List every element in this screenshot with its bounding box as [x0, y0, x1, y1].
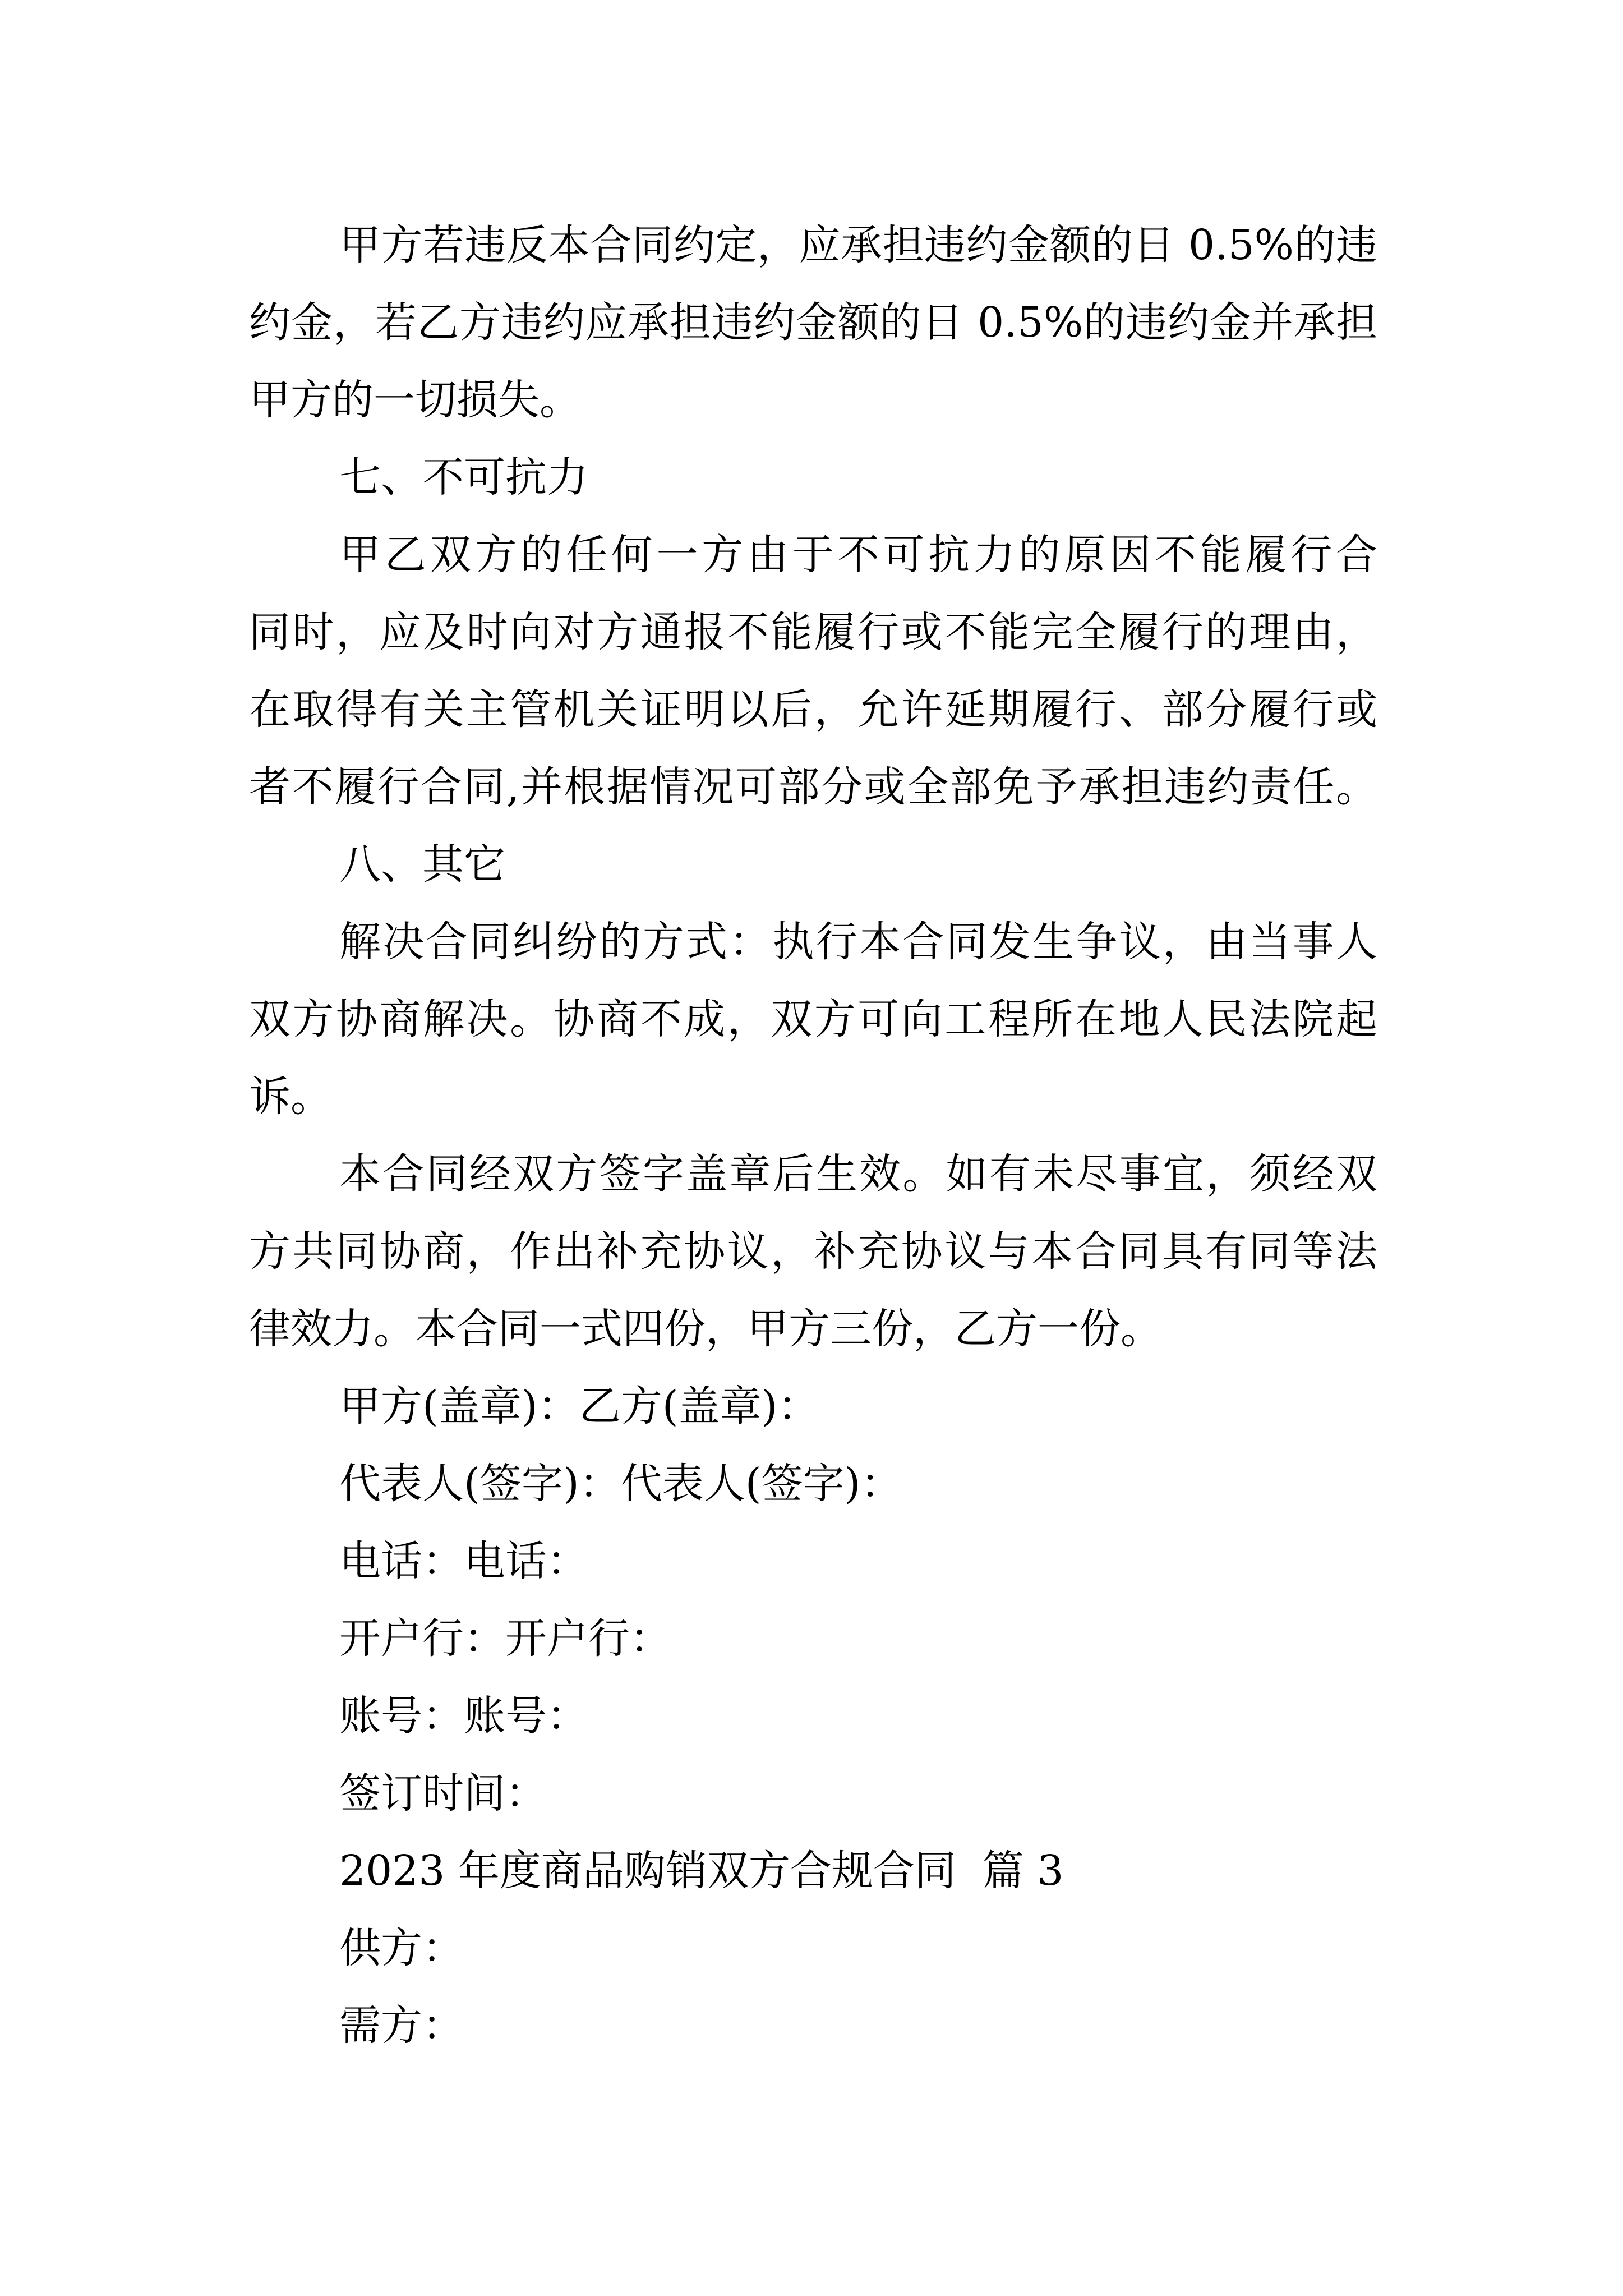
paragraph-line: 甲方的一切损失。 [249, 376, 581, 424]
signature-bank-line: 开户行：开户行： [339, 1614, 671, 1663]
paragraph-line: 约金，若乙方违约应承担违约金额的日 0.5%的违约金并承担 [249, 298, 1377, 347]
paragraph-line: 在取得有关主管机关证明以后，允许延期履行、部分履行或 [249, 685, 1377, 734]
section-heading: 七、不可抗力 [339, 453, 588, 501]
section-heading: 八、其它 [339, 840, 505, 889]
signature-phone-line: 电话：电话： [339, 1537, 588, 1585]
paragraph-line: 律效力。本合同一式四份，甲方三份，乙方一份。 [249, 1305, 1162, 1353]
paragraph-line: 本合同经双方签字盖章后生效。如有未尽事宜，须经双 [339, 1150, 1377, 1198]
signature-seal-line: 甲方(盖章)：乙方(盖章)： [339, 1382, 819, 1430]
paragraph-line: 者不履行合同,并根据情况可部分或全部免予承担违约责任。 [249, 763, 1377, 811]
paragraph-line: 方共同协商，作出补充协议，补充协议与本合同具有同等法 [249, 1227, 1377, 1276]
signature-rep-line: 代表人(签字)：代表人(签字)： [339, 1460, 902, 1508]
paragraph-line: 甲方若违反本合同约定，应承担违约金额的日 0.5%的违 [339, 221, 1377, 269]
paragraph-line: 同时，应及时向对方通报不能履行或不能完全履行的理由， [249, 608, 1377, 656]
buyer-line: 需方： [339, 2001, 464, 2050]
paragraph-line: 解决合同纠纷的方式：执行本合同发生争议，由当事人 [339, 918, 1377, 966]
paragraph-line: 甲乙双方的任何一方由于不可抗力的原因不能履行合 [339, 531, 1377, 579]
signature-account-line: 账号：账号： [339, 1692, 588, 1740]
signature-date-line: 签订时间： [339, 1769, 547, 1818]
paragraph-line: 诉。 [249, 1073, 332, 1121]
supplier-line: 供方： [339, 1924, 464, 1972]
next-contract-title: 2023 年度商品购销双方合规合同 篇 3 [339, 1847, 1064, 1895]
paragraph-line: 双方协商解决。协商不成，双方可向工程所在地人民法院起 [249, 995, 1377, 1043]
